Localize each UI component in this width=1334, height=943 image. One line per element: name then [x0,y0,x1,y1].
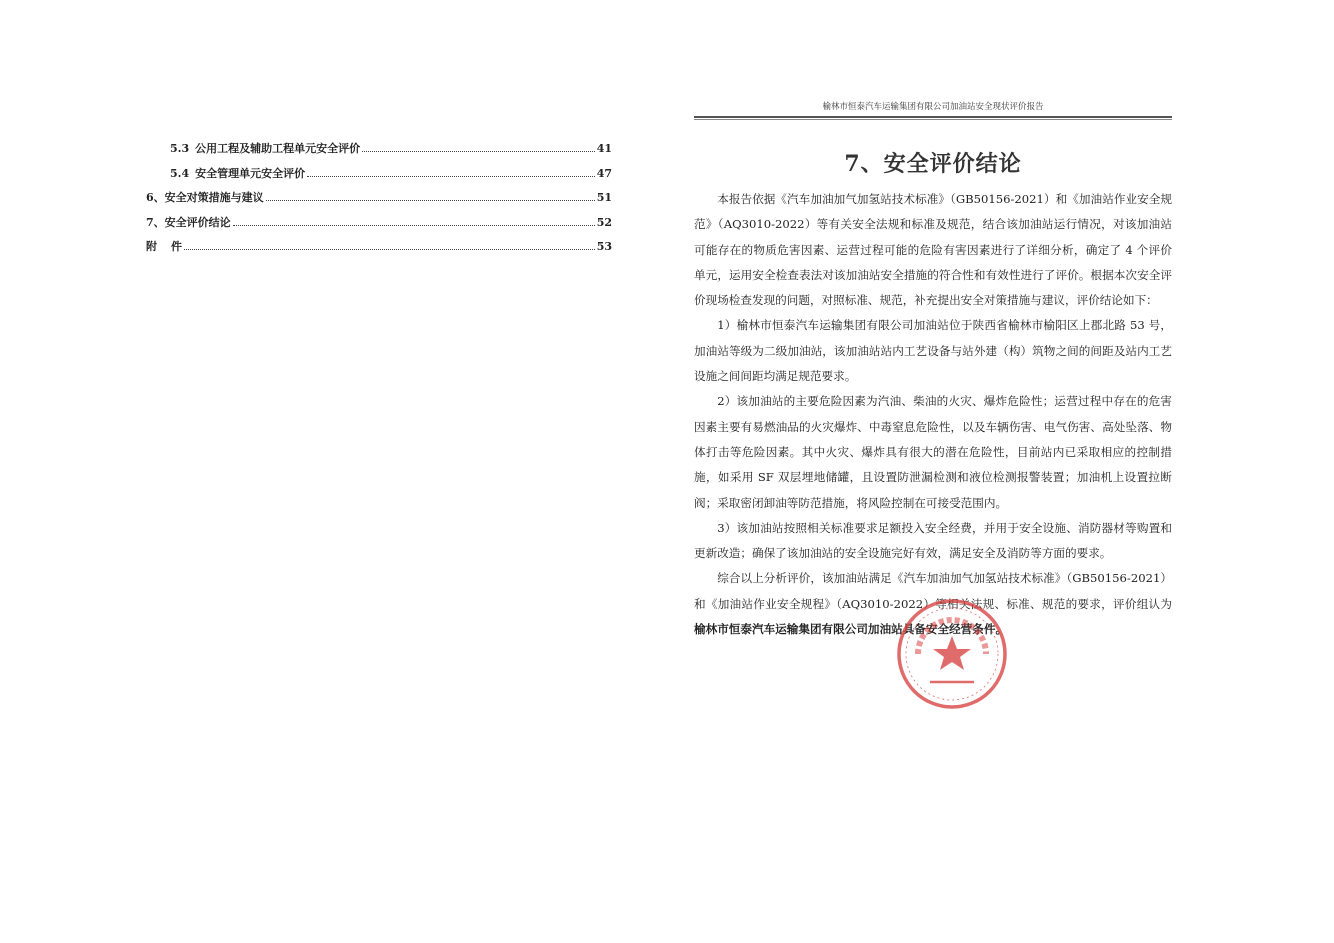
conclusion-text: 榆林市恒泰汽车运输集团有限公司加油站具备安全经营条件。 [694,622,1008,637]
section-title: 7、安全评价结论 [844,151,1022,177]
paragraph-1: 1）榆林市恒泰汽车运输集团有限公司加油站位于陕西省榆林市榆阳区上郡北路 53 号，加油站等级为二级加油站，该加油站站内工艺设备与站外建（构）筑物之间的间距及站内工艺设施之间间距均满足规范要求。 [694,318,1172,384]
page-header: 榆林市恒泰汽车运输集团有限公司加油站安全现状评价报告 [822,102,1044,112]
paragraph-2: 2）该加油站的主要危险因素为汽油、柴油的火灾、爆炸危险性；运营过程中存在的危害因素主要有易燃油品的火灾爆炸、中毒窒息危险性，以及车辆伤害、电气伤害、高处坠落、物体打击等危险因素。其中火灾、爆炸具有很大的潜在危险性，目前站内已采取相应的控制措施，如采用 SF 双层埋地储罐，且设置防泄漏检测和液位检测报警装置；加油机上设置拉断阀；采取密闭卸油等防范措施，将风险控制在可接受范围内。 [694,394,1172,510]
summary-text: 综合以上分析评价，该加油站满足《汽车加油加气加氢站技术标准》（GB50156-2021）和《加油站作业安全规程》（AQ3010-2022）等相关法规、标准、规范的要求，评价组认为 [694,571,1172,611]
toc-leader-dots [233,225,595,226]
toc-leader-dots [307,176,595,177]
toc-title: 安全管理单元安全评价 [195,166,306,180]
toc-number: 5.3 [170,142,190,155]
toc-leader-dots [266,200,595,201]
toc-page-number: 41 [596,142,612,155]
table-of-contents [146,140,612,263]
toc-number: 附 [146,240,157,253]
toc-entry-7[interactable] [146,214,612,239]
toc-leader-dots [362,151,595,152]
toc-title: 件 [171,240,182,253]
toc-number: 7、 [146,215,165,229]
toc-page-number: 51 [596,191,612,204]
toc-number: 6、 [146,191,165,204]
toc-title: 公用工程及辅助工程单元安全评价 [195,142,361,155]
toc-entry-6[interactable] [146,189,612,214]
report-page [694,100,1172,642]
toc-page-number: 53 [596,240,612,253]
toc-entry-5-3[interactable] [146,140,612,165]
toc-page-number: 47 [596,166,612,180]
toc-entry-appendix[interactable] [146,238,612,263]
toc-page-number: 52 [596,215,612,229]
official-seal-stamp [896,598,1008,710]
paragraph-intro: 本报告依据《汽车加油加气加氢站技术标准》（GB50156-2021）和《加油站作业安全规范》（AQ3010-2022）等有关安全法规和标准及规范，结合该加油站运行情况，对该加油站可能存在的物质危害因素、运营过程可能的危险有害因素进行了详细分析，确定了 4 个评价单元，运用安全检查表法对该加油站安全措施的符合性和有效性进行了评价。根据本次安全评价现场检查发现的问题，对照标准、规范，补充提出安全对策措施与建议，评价结论如下： [694,192,1172,308]
body-text [694,187,1172,642]
paragraph-3: 3）该加油站按照相关标准要求足额投入安全经费，并用于安全设施、消防器材等购置和更新改造；确保了该加油站的安全设施完好有效，满足安全及消防等方面的要求。 [694,520,1172,561]
toc-leader-dots [184,249,595,250]
toc-title: 安全对策措施与建议 [164,191,264,204]
toc-title: 安全评价结论 [164,215,231,229]
header-rule [694,116,1172,120]
toc-entry-5-4[interactable] [146,165,612,190]
toc-number: 5.4 [170,166,190,180]
